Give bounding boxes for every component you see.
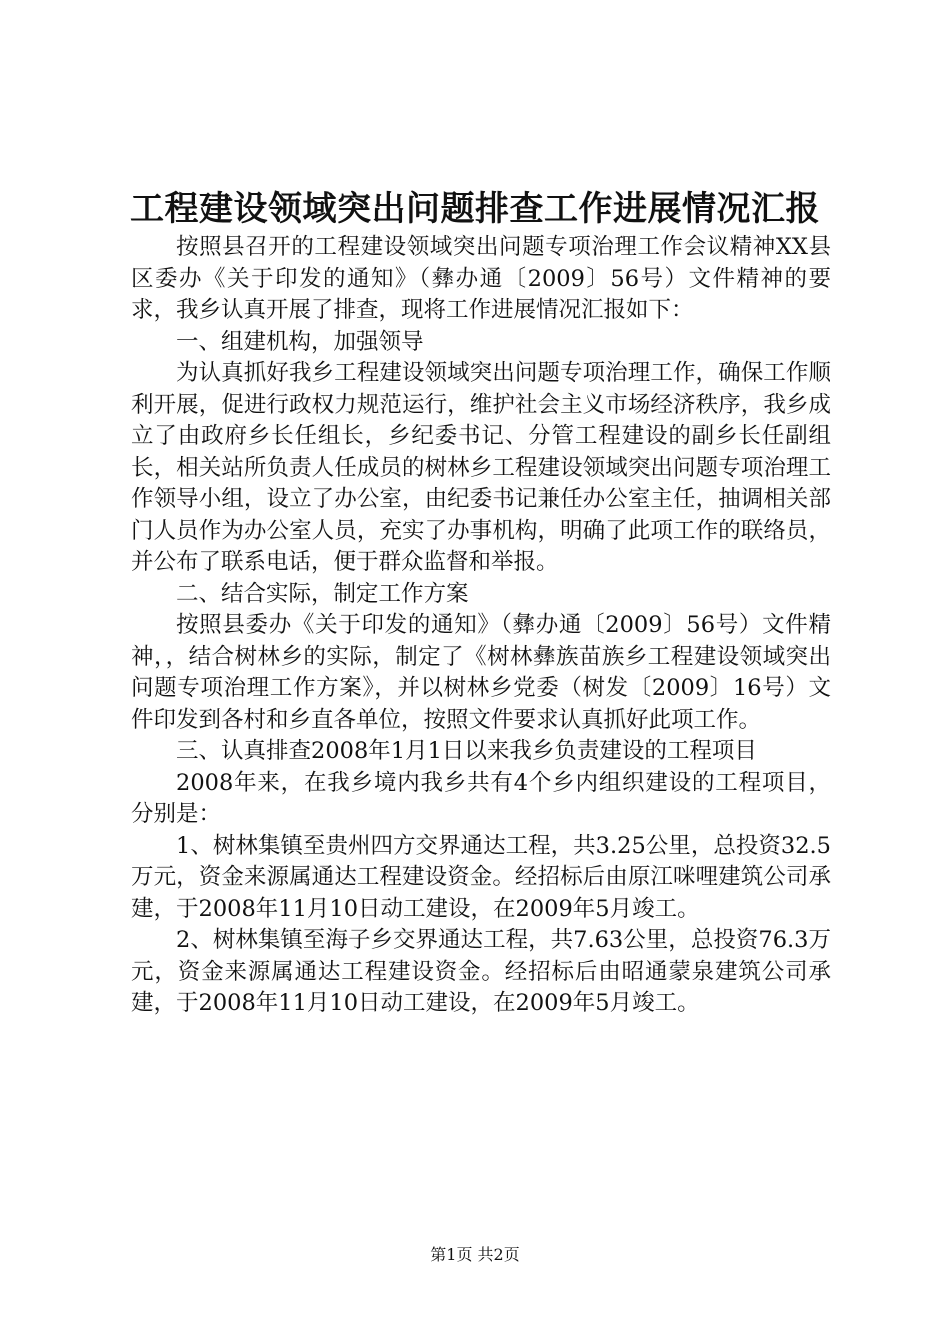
paragraph-section-3: 2008年来，在我乡境内我乡共有4个乡内组织建设的工程项目，分别是：: [131, 769, 831, 827]
paragraph-section-1: 为认真抓好我乡工程建设领域突出问题专项治理工作，确保工作顺利开展，促进行政权力规范运行，维护社会主义市场经济秩序，我乡成立了由政府乡长任组长，乡纪委书记、分管工程建设的副乡长任副组长，相关站所负责人任成员的树林乡工程建设领域突出问题专项治理工作领导小组，设立了办公室，由纪委书记兼任办公室主任，抽调相关部门人员作为办公室人员，充实了办事机构，明确了此项工作的联络员，并公布了联系电话，便于群众监督和举报。: [131, 360, 831, 575]
document-body: [131, 232, 831, 1020]
paragraph-intro: 按照县召开的工程建设领域突出问题专项治理工作会议精神XX县区委办《关于印发的通知》（彝办通〔2009〕56号）文件精神的要求，我乡认真开展了排查，现将工作进展情况汇报如下：: [131, 234, 831, 323]
paragraph-project-1: 1、树林集镇至贵州四方交界通达工程，共3.25公里，总投资32.5万元，资金来源属通达工程建设资金。经招标后由原江咪哩建筑公司承建，于2008年11月10日动工建设，在2009年5月竣工。: [131, 832, 831, 922]
document-title: 工程建设领域突出问题排查工作进展情况汇报: [130, 189, 820, 229]
section-heading-2: 二、结合实际，制定工作方案: [176, 580, 469, 607]
paragraph-section-2: 按照县委办《关于印发的通知》（彝办通〔2009〕56号）文件精神，，结合树林乡的实际，制定了《树林彝族苗族乡工程建设领域突出问题专项治理工作方案》，并以树林乡党委（树发〔2009〕16号）文件印发到各村和乡直各单位，按照文件要求认真抓好此项工作。: [131, 612, 831, 733]
section-heading-1: 一、组建机构，加强领导: [176, 328, 424, 355]
page-footer: 第1页 共2页: [430, 1245, 520, 1264]
paragraph-project-2: 2、树林集镇至海子乡交界通达工程，共7.63公里，总投资76.3万元，资金来源属通达工程建设资金。经招标后由昭通蒙泉建筑公司承建，于2008年11月10日动工建设，在2009年5月竣工。: [131, 927, 831, 1016]
section-heading-3: 三、认真排查2008年1月1日以来我乡负责建设的工程项目: [176, 738, 757, 764]
